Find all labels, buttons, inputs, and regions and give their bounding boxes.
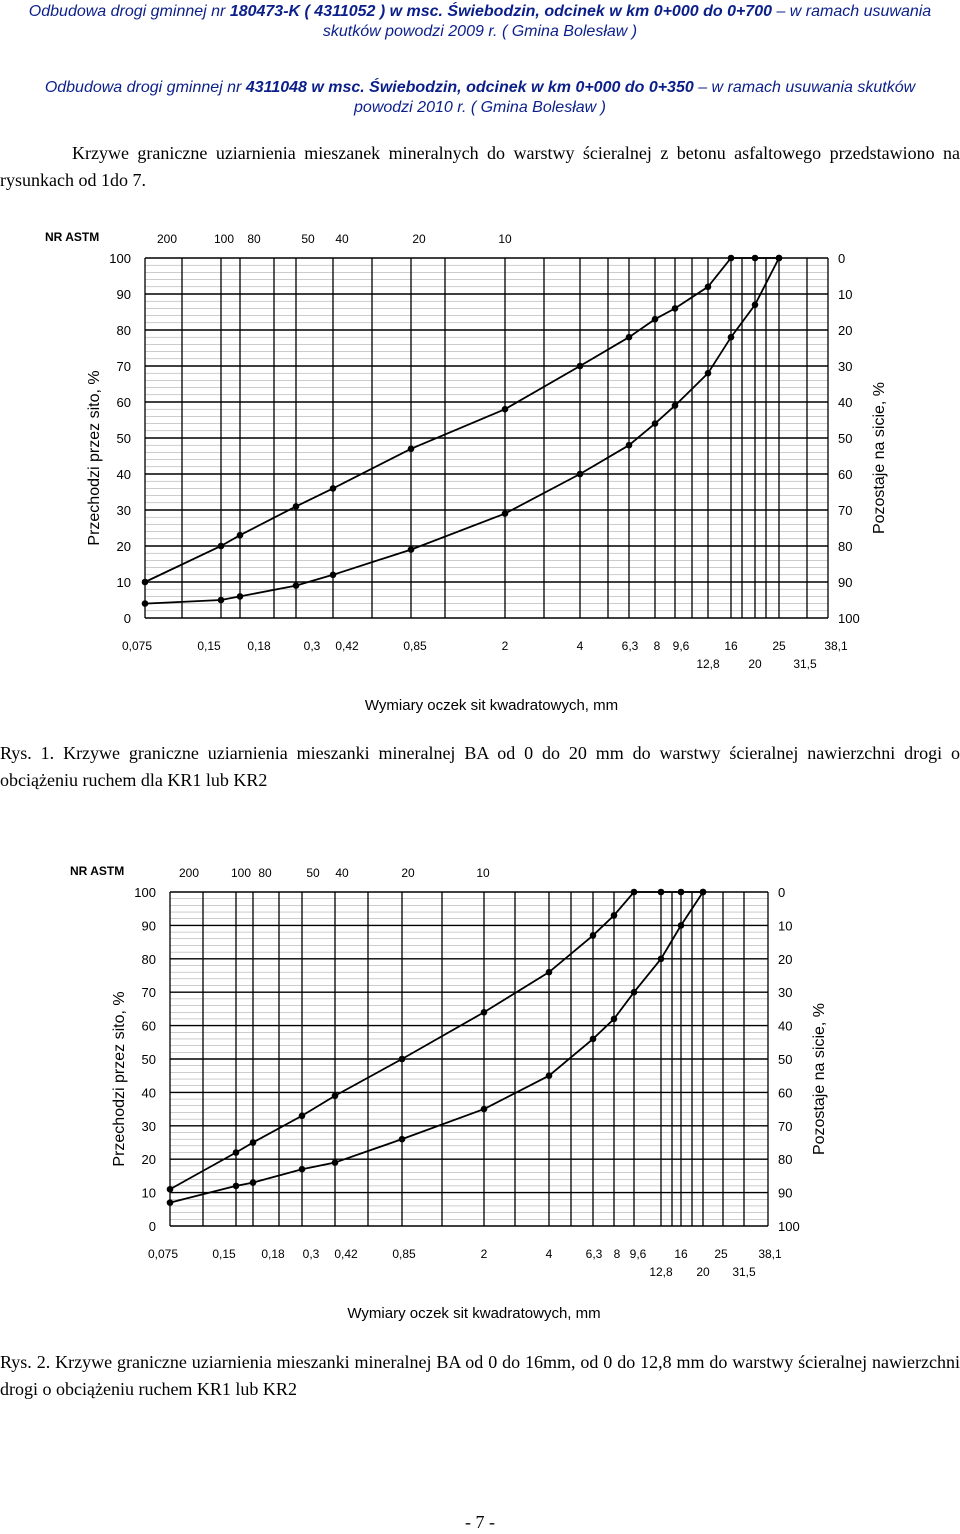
data-point [330, 572, 337, 579]
x-tick-label: 20 [748, 657, 762, 671]
x-tick-label: 0,42 [334, 1247, 358, 1261]
y-tick-label: 10 [116, 575, 131, 590]
y-tick-label: 70 [116, 359, 131, 374]
data-point [658, 956, 665, 963]
x-tick-label: 0,85 [403, 639, 427, 653]
y-tick-label: 20 [141, 1152, 156, 1168]
data-point [502, 510, 509, 517]
x-tick-label: 0,42 [335, 639, 359, 653]
x-tick-label: 0,18 [247, 639, 271, 653]
y-tick-label: 90 [141, 918, 156, 934]
data-point [546, 969, 553, 976]
data-point [652, 420, 659, 427]
y2-tick-label: 100 [778, 1219, 800, 1234]
y2-tick-label: 50 [838, 431, 853, 446]
data-point [611, 1016, 618, 1023]
data-point [293, 503, 300, 510]
x-tick-label: 6,3 [585, 1247, 603, 1261]
x-tick-label: 8 [613, 1247, 621, 1261]
y-tick-label: 80 [116, 323, 131, 338]
x-tick-label: 12,8 [696, 657, 720, 671]
x-tick-label: 31,5 [793, 657, 817, 671]
astm-tick-label: 80 [247, 232, 261, 246]
x-tick-label: 0,85 [392, 1247, 416, 1261]
y-tick-label: 0 [123, 611, 131, 626]
data-point [611, 912, 618, 919]
header-2-prefix: Odbudowa drogi gminnej nr [44, 79, 246, 96]
y2-tick-label: 30 [838, 359, 853, 374]
data-point [626, 442, 633, 449]
x-tick-label: 9,6 [672, 639, 690, 653]
header-2-suffix: – w ramach usuwania skutków [693, 79, 916, 96]
y-tick-label: 30 [141, 1118, 156, 1134]
data-point [399, 1056, 406, 1063]
data-point [546, 1072, 553, 1079]
header-1-code: 180473-K ( 4311052 ) w msc. Świebodzin, odcinek w km 0+000 do 0+700 [229, 3, 772, 20]
data-point [142, 579, 149, 586]
data-point [672, 402, 679, 409]
data-point [237, 532, 244, 539]
header-1-suffix: – w ramach usuwania [772, 3, 932, 20]
y-axis-title: Przechodzi przez sito, % [86, 370, 103, 546]
data-point [705, 284, 712, 291]
data-point [658, 889, 665, 896]
y-axis-title: Przechodzi przez sito, % [111, 991, 128, 1167]
data-point [237, 593, 244, 600]
x-tick-label: 16 [674, 1247, 688, 1261]
y-tick-label: 10 [141, 1185, 156, 1201]
y2-tick-label: 60 [838, 467, 853, 482]
document-header-2 [0, 78, 960, 118]
data-point [250, 1139, 257, 1146]
astm-tick-label: 50 [301, 232, 315, 246]
astm-tick-label: 200 [156, 232, 178, 246]
y2-tick-label: 20 [778, 951, 793, 967]
data-point [728, 334, 735, 341]
y2-axis-title: Pozostaje na sicie, % [871, 381, 888, 535]
data-point [218, 543, 225, 550]
astm-label: NR ASTM [45, 230, 100, 244]
data-point [408, 446, 415, 453]
y2-tick-label: 70 [778, 1118, 793, 1134]
x-tick-label: 0,075 [147, 1247, 179, 1261]
data-point [167, 1186, 174, 1193]
data-point [590, 1036, 597, 1043]
astm-tick-label: 100 [213, 232, 235, 246]
x-tick-label: 8 [653, 639, 661, 653]
x-tick-label: 2 [480, 1247, 488, 1261]
data-point [330, 485, 337, 492]
header-2-line-1 [0, 78, 960, 98]
data-point [218, 597, 225, 604]
x-tick-label: 2 [501, 639, 509, 653]
y2-tick-label: 0 [778, 885, 786, 900]
x-tick-label: 0,15 [197, 639, 221, 653]
y-tick-label: 0 [148, 1219, 156, 1234]
x-tick-label: 38,1 [824, 639, 848, 653]
y-tick-label: 40 [141, 1085, 156, 1101]
data-point [399, 1136, 406, 1143]
data-point [752, 302, 759, 309]
y2-tick-label: 30 [778, 985, 793, 1001]
y-tick-label: 60 [116, 395, 131, 410]
y2-tick-label: 0 [838, 251, 846, 266]
figure-1-caption: Rys. 1. Krzywe graniczne uziarnienia mieszanki mineralnej BA od 0 do 20 mm do warstwy ścieralnej nawierzchni drogi o obciążeniu ruchem dla KR1 lub KR2 [0, 743, 960, 790]
header-1-line-2: skutków powodzi 2009 r. ( Gmina Bolesław ) [322, 23, 638, 40]
data-point [626, 334, 633, 341]
y-tick-label: 50 [141, 1052, 156, 1067]
header-2-code: 4311048 w msc. Świebodzin, odcinek w km 0+000 do 0+350 [245, 79, 694, 96]
data-point [408, 546, 415, 553]
data-point [481, 1106, 488, 1113]
data-point [332, 1092, 339, 1099]
x-tick-label: 6,3 [621, 639, 639, 653]
header-1-prefix: Odbudowa drogi gminnej nr [28, 3, 230, 20]
y2-tick-label: 90 [838, 575, 853, 590]
data-point [705, 370, 712, 377]
data-point [332, 1159, 339, 1166]
y-tick-label: 60 [141, 1018, 156, 1034]
data-point [652, 316, 659, 323]
astm-label: NR ASTM [70, 864, 125, 878]
x-tick-label: 20 [696, 1265, 710, 1279]
y2-tick-label: 60 [778, 1085, 793, 1101]
x-tick-label: 38,1 [758, 1247, 782, 1261]
data-point [577, 363, 584, 370]
x-axis-title: Wymiary oczek sit kwadratowych, mm [347, 1305, 601, 1322]
astm-tick-label: 80 [258, 866, 272, 880]
astm-tick-label: 20 [401, 866, 415, 880]
y2-tick-label: 70 [838, 503, 853, 518]
y-tick-label: 30 [116, 503, 131, 518]
data-point [678, 889, 685, 896]
astm-tick-label: 200 [178, 866, 200, 880]
intro-paragraph: Krzywe graniczne uziarnienia mieszanek mineralnych do warstwy ścieralnej z betonu asfaltowego przedstawiono na rysunkach od 1do 7. [0, 143, 960, 190]
page-number: - 7 - [465, 1512, 495, 1532]
data-point [700, 889, 707, 896]
data-point [299, 1112, 306, 1119]
x-tick-label: 4 [545, 1247, 553, 1261]
y-tick-label: 100 [109, 251, 131, 266]
data-point [631, 889, 638, 896]
data-point [142, 600, 149, 607]
y2-tick-label: 10 [838, 287, 853, 302]
x-tick-label: 0,18 [261, 1247, 285, 1261]
x-tick-label: 4 [576, 639, 584, 653]
document-header-1 [0, 2, 960, 42]
header-2-line-2: powodzi 2010 r. ( Gmina Bolesław ) [354, 99, 606, 116]
y-tick-label: 100 [134, 885, 156, 900]
y-tick-label: 80 [141, 951, 156, 967]
x-tick-label: 25 [714, 1247, 728, 1261]
data-point [299, 1166, 306, 1173]
data-point [776, 255, 783, 262]
grading-chart-1 [0, 226, 960, 726]
data-point [233, 1149, 240, 1156]
y2-tick-label: 100 [838, 611, 860, 626]
header-1-line-1 [0, 2, 960, 22]
astm-tick-label: 20 [412, 232, 426, 246]
x-tick-label: 0,3 [302, 1247, 320, 1261]
x-tick-label: 12,8 [649, 1265, 673, 1279]
y2-tick-label: 20 [838, 323, 853, 338]
data-point [678, 922, 685, 929]
data-point [481, 1009, 488, 1016]
astm-tick-label: 10 [476, 866, 490, 880]
y2-tick-label: 80 [778, 1152, 793, 1168]
y2-tick-label: 40 [778, 1018, 793, 1034]
x-tick-label: 0,3 [303, 639, 321, 653]
x-tick-label: 0,15 [212, 1247, 236, 1261]
data-point [728, 255, 735, 262]
astm-tick-label: 40 [335, 232, 349, 246]
data-point [233, 1183, 240, 1190]
data-point [672, 305, 679, 312]
x-tick-label: 16 [724, 639, 738, 653]
y-tick-label: 90 [116, 287, 131, 302]
grading-chart-2 [0, 862, 960, 1342]
figure-2-caption: Rys. 2. Krzywe graniczne uziarnienia mieszanki mineralnej BA od 0 do 16mm, od 0 do 12,8 mm do warstwy ścieralnej nawierzchni drogi o obciążeniu ruchem KR1 lub KR2 [0, 1352, 960, 1399]
y-tick-label: 70 [141, 985, 156, 1001]
data-point [752, 255, 759, 262]
x-tick-label: 0,075 [121, 639, 153, 653]
y-tick-label: 50 [116, 431, 131, 446]
data-point [631, 989, 638, 996]
x-tick-label: 31,5 [732, 1265, 756, 1279]
y-tick-label: 40 [116, 467, 131, 482]
y2-axis-title: Pozostaje na sicie, % [811, 1002, 828, 1156]
astm-tick-label: 10 [498, 232, 512, 246]
data-point [590, 932, 597, 939]
y2-tick-label: 50 [778, 1052, 793, 1067]
data-point [293, 582, 300, 589]
y-tick-label: 20 [116, 539, 131, 554]
data-point [250, 1179, 257, 1186]
x-tick-label: 9,6 [629, 1247, 647, 1261]
y2-tick-label: 40 [838, 395, 853, 410]
data-point [167, 1199, 174, 1206]
astm-tick-label: 100 [230, 866, 252, 880]
y2-tick-label: 10 [778, 918, 793, 934]
y2-tick-label: 80 [838, 539, 853, 554]
astm-tick-label: 50 [306, 866, 320, 880]
x-tick-label: 25 [772, 639, 786, 653]
grading-curve-upper [170, 892, 703, 1189]
x-axis-title: Wymiary oczek sit kwadratowych, mm [364, 697, 619, 714]
data-point [502, 406, 509, 413]
data-point [577, 471, 584, 478]
astm-tick-label: 40 [335, 866, 349, 880]
y2-tick-label: 90 [778, 1185, 793, 1201]
